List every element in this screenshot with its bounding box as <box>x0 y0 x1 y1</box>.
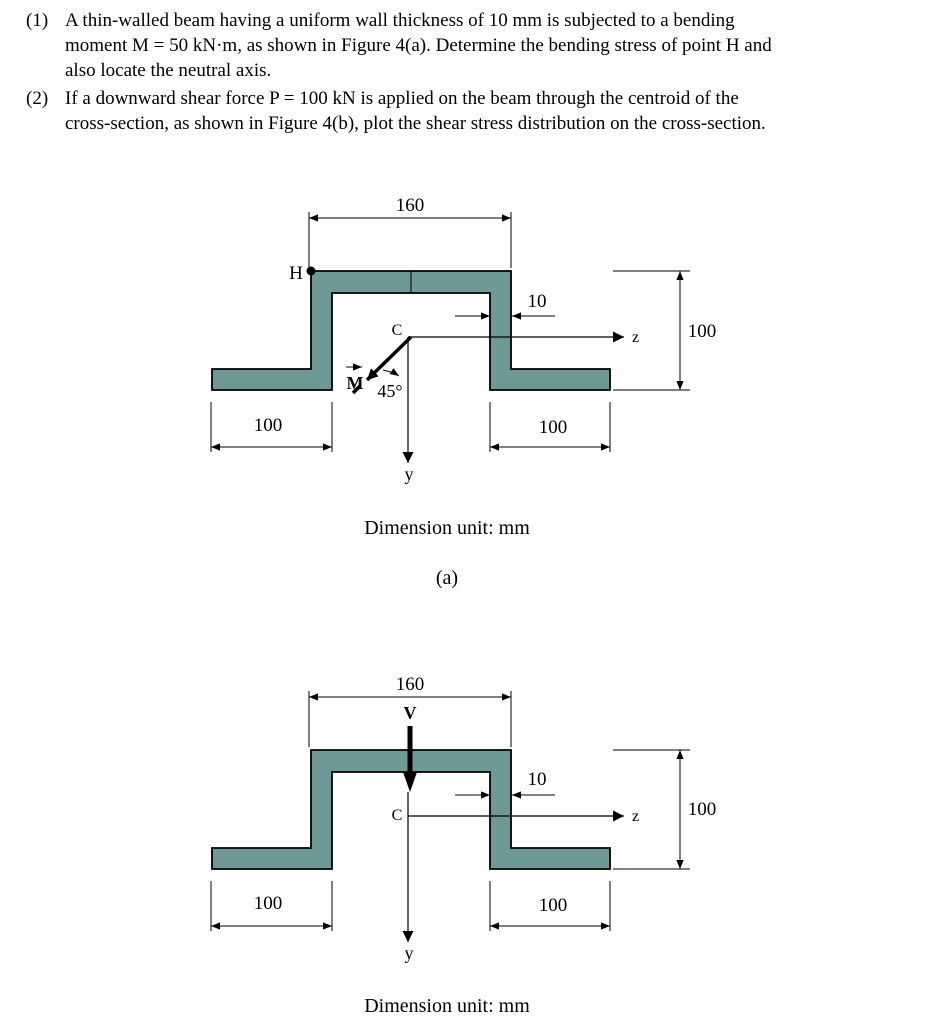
z-axis-label: z <box>632 329 640 346</box>
centroid-label: C <box>391 322 403 339</box>
figure-caption: (a) <box>435 567 459 589</box>
thickness-label: 10 <box>527 769 547 790</box>
height-label: 100 <box>687 799 717 820</box>
unit-label: Dimension unit: mm <box>364 995 530 1017</box>
problem-line: If a downward shear force P = 100 kN is applied on the beam through the centroid of the <box>65 88 739 109</box>
top-width-label: 160 <box>395 195 425 216</box>
z-axis-label: z <box>632 808 640 825</box>
thickness-label: 10 <box>527 291 547 312</box>
left-flange-label: 100 <box>253 415 283 436</box>
shear-force-label: V <box>403 703 417 723</box>
problem-line: A thin-walled beam having a uniform wall thickness of 10 mm is subjected to a bending <box>65 10 735 31</box>
y-axis-label: y <box>404 464 414 484</box>
height-label: 100 <box>687 321 717 342</box>
problem-number: (2) <box>26 88 49 109</box>
centroid-label: C <box>391 807 403 824</box>
angle-arc <box>383 370 399 376</box>
left-flange-label: 100 <box>253 893 283 914</box>
moment-vector <box>367 337 411 380</box>
problem-number: (1) <box>26 10 49 31</box>
problem-line: also locate the neutral axis. <box>65 60 272 81</box>
figure-b <box>0 600 945 1024</box>
angle-label: 45° <box>377 381 403 401</box>
top-width-label: 160 <box>395 674 425 695</box>
problem-line: cross-section, as shown in Figure 4(b), plot the shear stress distribution on the cross-section. <box>65 113 766 134</box>
right-flange-label: 100 <box>538 417 568 438</box>
unit-label: Dimension unit: mm <box>364 517 530 539</box>
right-flange-label: 100 <box>538 895 568 916</box>
problem-line: moment M = 50 kN·m, as shown in Figure 4(a). Determine the bending stress of point H and <box>65 35 772 56</box>
point-h-label: H <box>289 263 303 284</box>
shear-force-arrowhead <box>403 772 417 792</box>
y-axis-label: y <box>404 943 414 963</box>
point-h-marker <box>307 267 316 276</box>
moment-label: M <box>346 373 364 393</box>
